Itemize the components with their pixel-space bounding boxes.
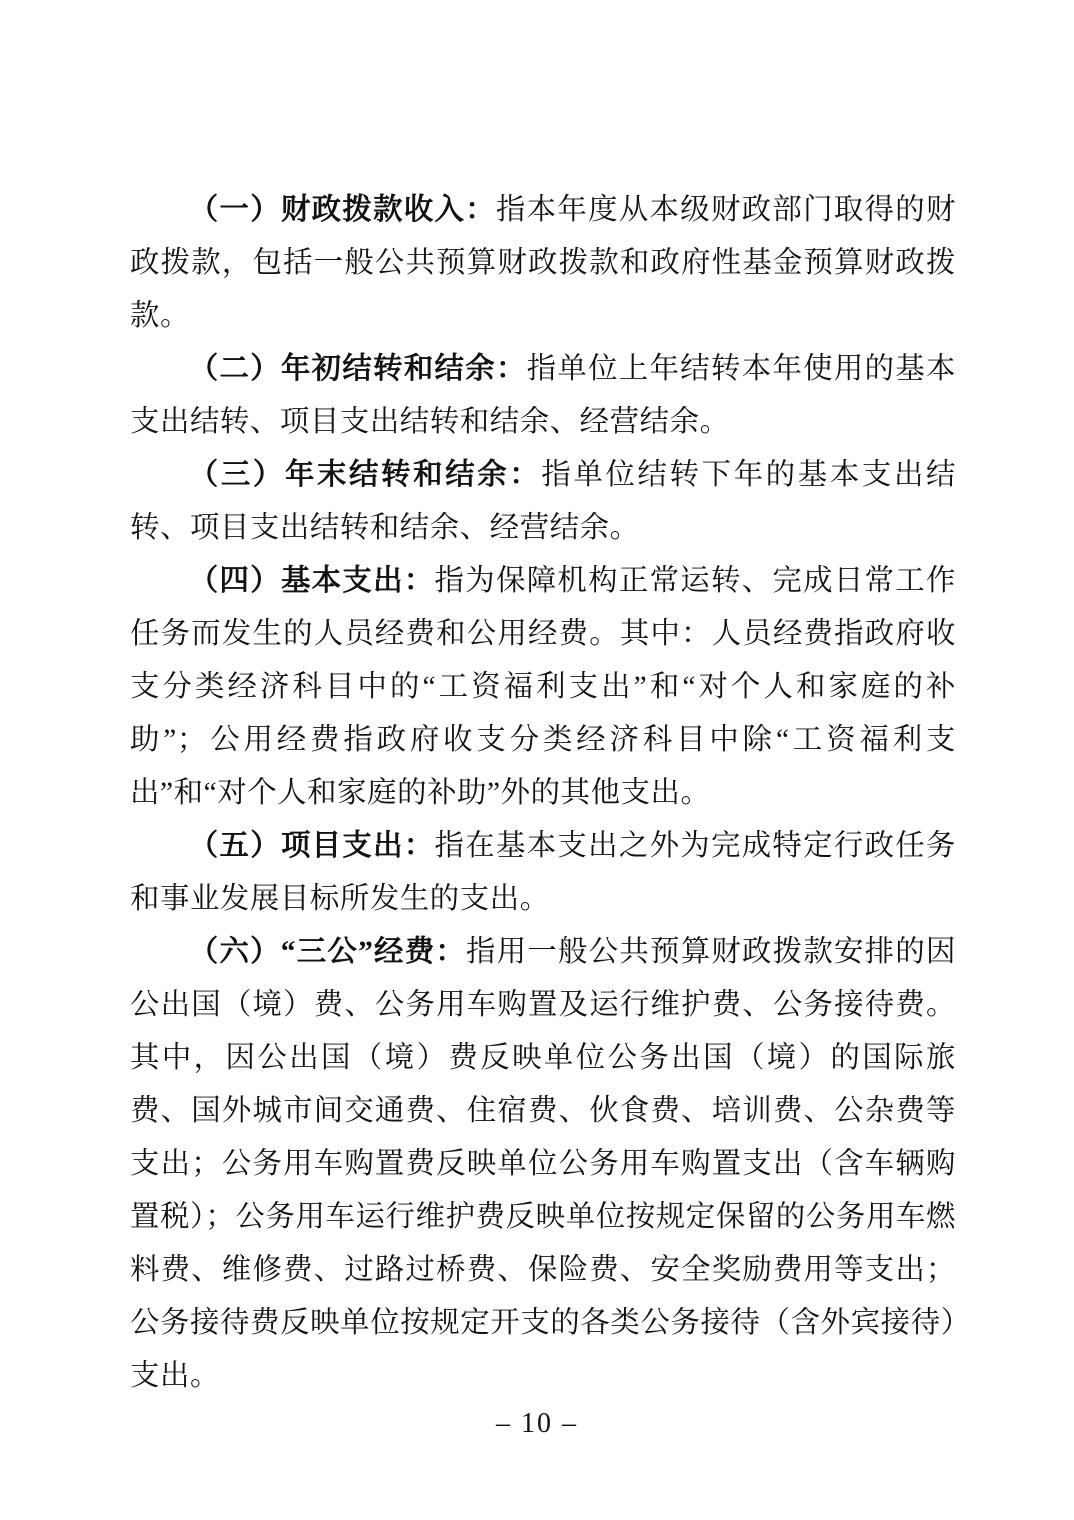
paragraph-heading: （六）“三公”经费： — [188, 936, 467, 968]
paragraph-heading: （二）年初结转和结余： — [188, 353, 527, 385]
paragraph-year-end-carryover — [130, 449, 956, 555]
paragraph-fiscal-appropriation-income — [130, 184, 956, 343]
paragraph-body: 指用一般公共预算财政拨款安排的因公出国（境）费、公务用车购置及运行维护费、公务接待费。其中，因公出国（境）费反映单位公务出国（境）的国际旅费、国外城市间交通费、住宿费、伙食费、培训费、公杂费等支出；公务用车购置费反映单位公务用车购置支出（含车辆购置税）；公务用车运行维护费反映单位按规定保留的公务用车燃料费、维修费、过路过桥费、保险费、安全奖励费用等支出；公务接待费反映单位按规定开支的各类公务接待（含外宾接待）支出。 — [130, 936, 956, 1392]
page-number: – 10 – — [496, 1408, 578, 1439]
paragraph-project-expenditure — [130, 820, 956, 926]
paragraph-body: 指在基本支出之外为完成特定行政任务和事业发展目标所发生的支出。 — [130, 830, 956, 915]
paragraph-three-public-funds — [130, 926, 956, 1403]
paragraph-body: 指本年度从本级财政部门取得的财政拨款，包括一般公共预算财政拨款和政府性基金预算财政拨款。 — [130, 194, 956, 332]
paragraph-body: 指单位上年结转本年使用的基本支出结转、项目支出结转和结余、经营结余。 — [130, 353, 957, 438]
paragraph-heading: （三）年末结转和结余： — [188, 459, 542, 491]
paragraph-basic-expenditure — [130, 555, 956, 820]
paragraph-beginning-year-carryover — [130, 343, 956, 449]
paragraph-body: 指为保障机构正常运转、完成日常工作任务而发生的人员经费和公用经费。其中：人员经费指政府收支分类经济科目中的“工资福利支出”和“对个人和家庭的补助”；公用经费指政府收支分类经济科目中除“工资福利支出”和“对个人和家庭的补助”外的其他支出。 — [130, 565, 956, 809]
paragraph-heading: （一）财政拨款收入： — [188, 194, 496, 226]
paragraph-heading: （五）项目支出： — [188, 830, 435, 862]
paragraph-heading: （四）基本支出： — [188, 565, 435, 597]
document-body — [130, 184, 956, 1403]
paragraph-body: 指单位结转下年的基本支出结转、项目支出结转和结余、经营结余。 — [130, 459, 957, 544]
